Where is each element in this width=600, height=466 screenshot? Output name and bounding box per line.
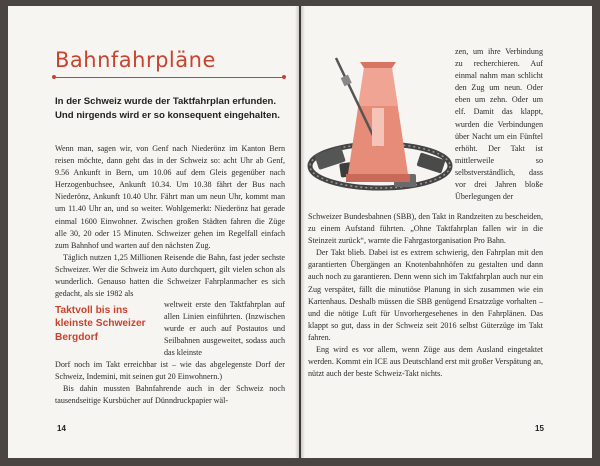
paragraph: Wenn man, sagen wir, von Genf nach Niederönz im Kanton Bern reisen möchte, dann geht das in der Schweiz so: acht Uhr ab Genf, 9.56 Ankunft in Bern, um 10.06 auf dem Gleis gegenüber nach Herzogenbuchsee, Ankunft 10.34. Um 10.38 fährt der Bus nach Niederönz, Ankunft 10.40 Uhr. Fährt man um neun Uhr, kommt man um 11.40 Uhr an, und so weiter. Wohlgemerkt: Niederönz hat gerade einmal 1600 Einwohner. Zwischen großen Städten fahren die Züge alle 30, 20 oder 15 Minuten. Schweizer gehen im Regelfall einfach zum Bahnhof und warten auf den nächsten Zug.: [55, 144, 285, 250]
left-page: [8, 6, 299, 458]
paragraph: Bis dahin mussten Bahnfahrende auch in der Schweiz noch tausendseitige Kursbücher auf Dünndruckpapier wäl-: [55, 384, 285, 406]
body-text-block: [55, 143, 285, 300]
paragraph: Dorf noch im Takt erreichbar ist – wie das abgelegenste Dorf der Schweiz, Indemini, mit seinen gut 20 Einwohnern.): [55, 360, 285, 382]
sidebar-heading: Taktvoll bis ins kleinste Schweizer Bergdorf: [55, 305, 146, 343]
lead-paragraph: In der Schweiz wurde der Taktfahrplan erfunden. Und nirgends wird er so konsequent eingehalten.: [55, 96, 280, 121]
paragraph: Täglich nutzen 1,25 Millionen Reisende die Bahn, fast jeder sechste Schweizer. Wer die Schweiz im Auto durchquert, gilt vielen schon als wunderlich. Genauso hatten die Schweizer Fahrplanmacher es sich gedacht, als sie 1982 als: [55, 252, 285, 299]
paragraph-continued: zen, um ihre Verbindung zu recherchieren. Auf einmal nahm man schlicht den Zug um neun. Oder eben um zehn. Oder um elf. Damit das klappt, wurden die Verbindungen über Nacht um ein Fünftel erhöht. Der Takt ist mittlerweile so selbstverständlich, dass vor drei Jahren bloße Überlegungen der: [455, 47, 543, 202]
body-text-block: [308, 211, 543, 380]
paragraph: Schweizer Bundesbahnen (SBB), den Takt in Randzeiten zu bescheiden, zu einem Aufstand führten. „Ohne Taktfahrplan fallen wir in die Steinzeit zurück“, warnte die Fahrgastorganisation Pro Bahn.: [308, 212, 543, 246]
body-text-block: [55, 359, 285, 407]
paragraph-continued: weltweit erste den Taktfahrplan auf allen Linien einführten. (Inzwischen wurde er auch auf Postautos und Seilbahnen ausgeweitet, sodass auch das kleinste: [164, 300, 285, 358]
chapter-title: Bahnfahrpläne: [55, 48, 216, 72]
right-page: [301, 6, 592, 458]
book-gutter: [295, 6, 305, 458]
paragraph: Eng wird es vor allem, wenn Züge aus dem Ausland eingetaktet werden. Kommt ein ICE aus Deutschland erst mit großer Verspätung an, nützt auch der beste Schweiz-Takt nichts.: [308, 345, 543, 379]
page-number: 14: [57, 424, 66, 433]
title-underline: [55, 77, 283, 78]
paragraph: Der Takt blieb. Dabei ist es extrem schwierig, den Fahrplan mit den garantierten Übergängen an Knotenbahnhöfen zu gestalten und dann auch noch zu garantieren. Denn wenn sich im Taktfahrplan auch nur ein Zug verspätet, fällt die minutiöse Planung in sich zusammen wie ein Kartenhaus. Deshalb müssen die SBB genügend Ersatzzüge vorhalten – und die nötige Luft für Unvorhergesehenes in den Fahrplänen. Das klappt so gut, dass in der Schweiz seit 2016 selbst Güterzüge im Takt fahren.: [308, 248, 543, 342]
metronome-with-toy-train-icon: [306, 46, 454, 201]
page-number: 15: [535, 424, 544, 433]
